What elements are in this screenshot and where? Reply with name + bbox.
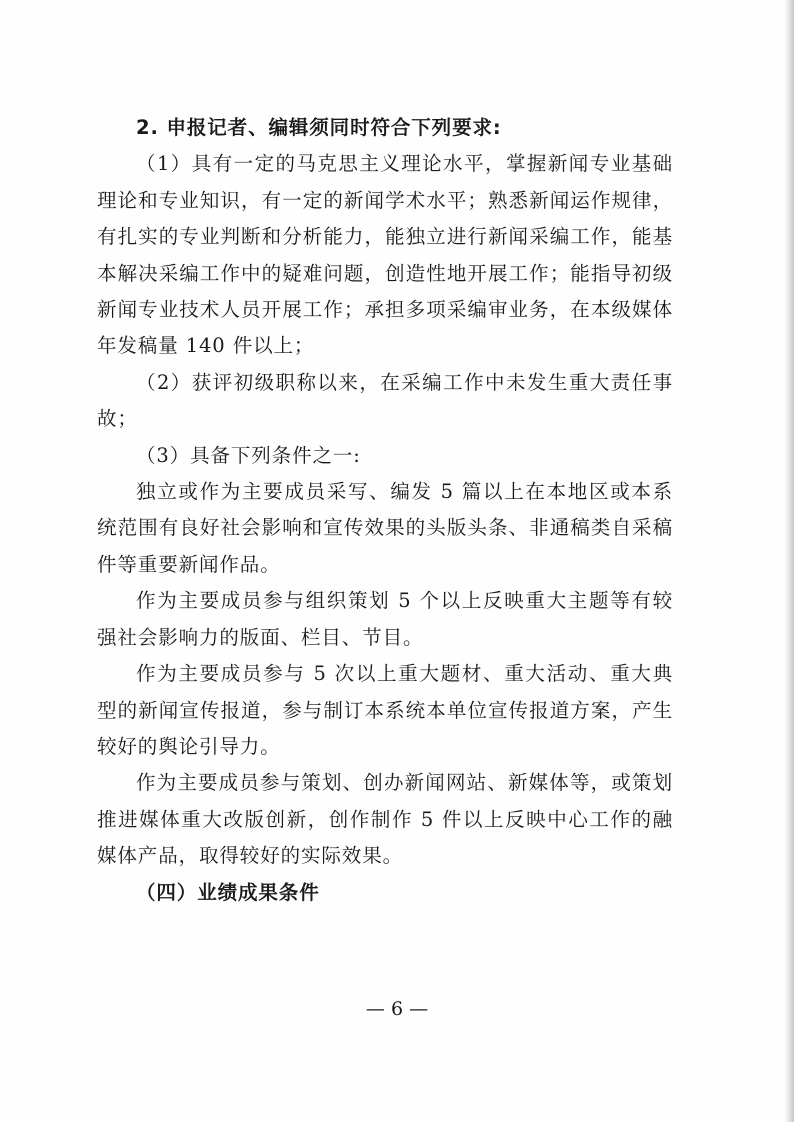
requirement-item-1: （1）具有一定的马克思主义理论水平，掌握新闻专业基础理论和专业知识，有一定的新闻学术水平；熟悉新闻运作规律，有扎实的专业判断和分析能力，能独立进行新闻采编工作，能基本解决采编工作中的疑难问题，创造性地开展工作；能指导初级新闻专业技术人员开展工作；承担多项采编审业务，在本级媒体年发稿量 140 件以上； <box>97 152 673 358</box>
section-heading-performance: （四）业绩成果条件 <box>136 880 320 904</box>
document-body <box>97 110 673 911</box>
requirement-item-2: （2）获评初级职称以来，在采编工作中未发生重大责任事故； <box>97 370 673 431</box>
condition-option-3: 作为主要成员参与 5 次以上重大题材、重大活动、重大典型的新闻宣传报道，参与制订本系统本单位宣传报道方案，产生较好的舆论引导力。 <box>97 662 673 758</box>
page-edge-shadow <box>784 0 794 1122</box>
condition-option-4: 作为主要成员参与策划、创办新闻网站、新媒体等，或策划推进媒体重大改版创新，创作制作 5 件以上反映中心工作的融媒体产品，取得较好的实际效果。 <box>97 771 673 868</box>
condition-option-2: 作为主要成员参与组织策划 5 个以上反映重大主题等有较强社会影响力的版面、栏目、节目。 <box>97 589 673 649</box>
requirements-heading: 2. 申报记者、编辑须同时符合下列要求: <box>136 116 502 139</box>
condition-option-1: 独立或作为主要成员采写、编发 5 篇以上在本地区或本系统范围有良好社会影响和宣传效果的头版头条、非通稿类自采稿件等重要新闻作品。 <box>97 480 673 576</box>
requirement-item-3: （3）具备下列条件之一: <box>136 443 361 467</box>
page-number: — 6 — <box>365 998 429 1020</box>
